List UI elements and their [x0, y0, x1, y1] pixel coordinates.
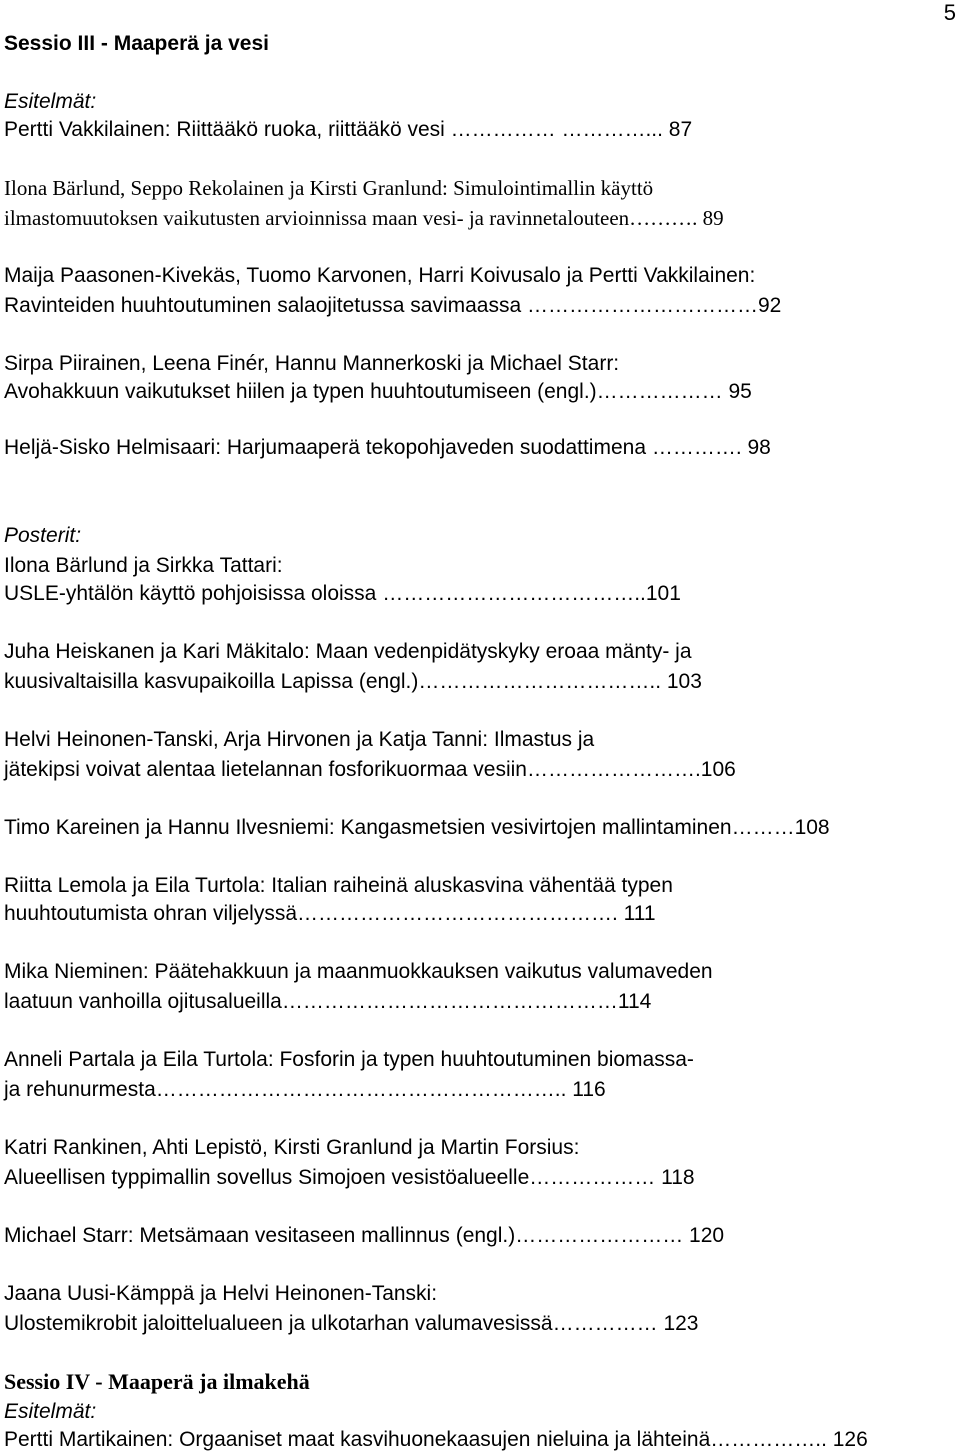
- presentations-label: Esitelmät:: [4, 1400, 97, 1423]
- toc-entry-line: Ilona Bärlund, Seppo Rekolainen ja Kirsti Granlund: Simulointimallin käyttö: [4, 176, 654, 200]
- toc-entry-line: Maija Paasonen-Kivekäs, Tuomo Karvonen, Harri Koivusalo ja Pertti Vakkilainen:: [4, 264, 756, 287]
- toc-entry-line: Michael Starr: Metsämaan vesitaseen mallinnus (engl.)…………………… 120: [4, 1224, 725, 1247]
- toc-entry-line: Pertti Vakkilainen: Riittääkö ruoka, riittääkö vesi …………… …………... 87: [4, 118, 693, 141]
- toc-entry-line: ilmastomuutoksen vaikutusten arvioinnissa maan vesi- ja ravinnetalouteen………. 89: [4, 206, 724, 230]
- toc-entry-line: Avohakkuun vaikutukset hiilen ja typen huuhtoutumiseen (engl.)……………… 95: [4, 380, 752, 403]
- session-3-title: Sessio III - Maaperä ja vesi: [4, 32, 269, 55]
- toc-entry-line: Ravinteiden huuhtoutuminen salaojitetussa savimaassa ……………………………92: [4, 294, 782, 317]
- toc-entry-line: Timo Kareinen ja Hannu Ilvesniemi: Kangasmetsien vesivirtojen mallintaminen………108: [4, 816, 830, 839]
- session-4-title: Sessio IV - Maaperä ja ilmakehä: [4, 1369, 310, 1394]
- toc-entry-line: Riitta Lemola ja Eila Turtola: Italian raiheinä aluskasvina vähentää typen: [4, 874, 673, 897]
- toc-entry-line: Ulostemikrobit jaloittelualueen ja ulkotarhan valumavesissä…………… 123: [4, 1312, 699, 1335]
- toc-entry-line: USLE-yhtälön käyttö pohjoisissa oloissa ………………………………..101: [4, 582, 681, 605]
- toc-entry-line: Alueellisen typpimallin sovellus Simojoen vesistöalueelle……………… 118: [4, 1166, 695, 1189]
- toc-entry-line: Jaana Uusi-Kämppä ja Helvi Heinonen-Tanski:: [4, 1282, 438, 1305]
- toc-entry-line: Anneli Partala ja Eila Turtola: Fosforin ja typen huuhtoutuminen biomassa-: [4, 1048, 694, 1071]
- toc-entry-line: Helvi Heinonen-Tanski, Arja Hirvonen ja Katja Tanni: Ilmastus ja: [4, 728, 595, 751]
- toc-entry-line: Pertti Martikainen: Orgaaniset maat kasvihuonekaasujen nieluina ja lähteinä…………….. 126: [4, 1428, 868, 1451]
- toc-entry-line: Juha Heiskanen ja Kari Mäkitalo: Maan vedenpidätyskyky eroaa mänty- ja: [4, 640, 692, 663]
- presentations-label: Esitelmät:: [4, 90, 97, 113]
- toc-entry-line: ja rehunurmesta………………………………………………….. 116: [4, 1078, 606, 1101]
- toc-entry-line: Ilona Bärlund ja Sirkka Tattari:: [4, 554, 283, 577]
- toc-entry-line: kuusivaltaisilla kasvupaikoilla Lapissa (engl.)…………………………….. 103: [4, 670, 702, 693]
- toc-entry-line: laatuun vanhoilla ojitusalueilla…………………………………………114: [4, 990, 652, 1013]
- toc-entry-line: jätekipsi voivat alentaa lietelannan fosforikuormaa vesiin…………………….106: [4, 758, 736, 781]
- toc-entry-line: Heljä-Sisko Helmisaari: Harjumaaperä tekopohjaveden suodattimena …………. 98: [4, 436, 771, 459]
- toc-entry-line: Mika Nieminen: Päätehakkuun ja maanmuokkauksen vaikutus valumaveden: [4, 960, 713, 983]
- page-number: 5: [943, 0, 956, 25]
- toc-entry-line: huuhtoutumista ohran viljelyssä………………………………………. 111: [4, 902, 656, 925]
- toc-entry-line: Sirpa Piirainen, Leena Finér, Hannu Mannerkoski ja Michael Starr:: [4, 352, 620, 375]
- toc-entry-line: Katri Rankinen, Ahti Lepistö, Kirsti Granlund ja Martin Forsius:: [4, 1136, 580, 1159]
- posters-label: Posterit:: [4, 524, 82, 547]
